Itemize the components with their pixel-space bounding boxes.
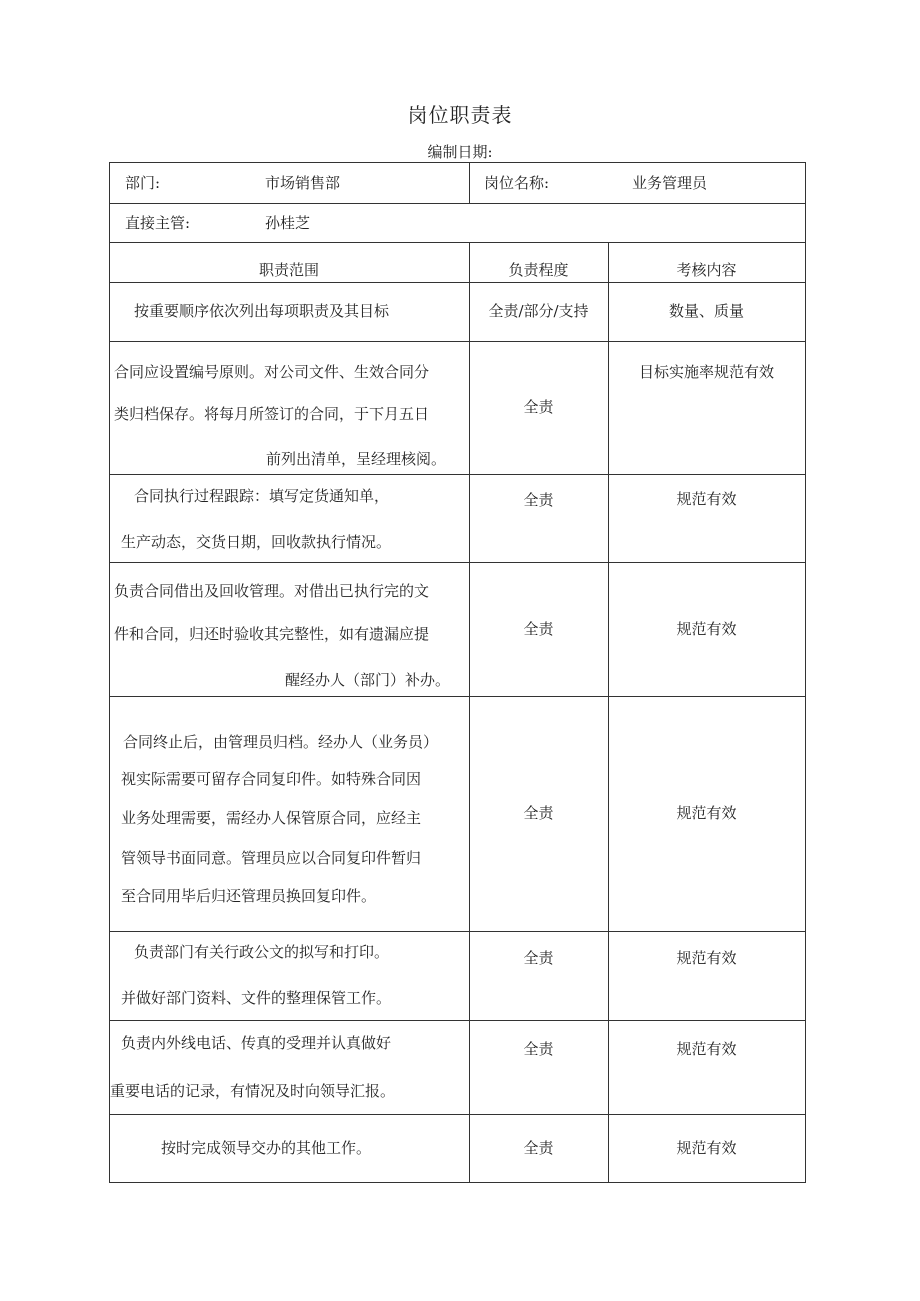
degree-cell: 全责 bbox=[523, 1040, 554, 1058]
header-degree: 负责程度 bbox=[508, 261, 569, 279]
duty-line: 醒经办人（部门）补办。 bbox=[285, 671, 451, 689]
duty-line: 合同终止后，由管理员归档。经办人（业务员） bbox=[123, 733, 439, 751]
table-rule bbox=[109, 203, 805, 204]
table-rule bbox=[805, 162, 806, 1183]
department-value: 市场销售部 bbox=[265, 174, 341, 192]
date-label: 编制日期: bbox=[427, 143, 493, 161]
instruction-degree: 全责/部分/支持 bbox=[488, 302, 589, 320]
supervisor-value: 孙桂芝 bbox=[265, 214, 311, 232]
table-rule bbox=[109, 341, 805, 342]
instruction-scope: 按重要顺序依次列出每项职责及其目标 bbox=[134, 302, 390, 320]
assessment-cell: 规范有效 bbox=[676, 1040, 737, 1058]
supervisor-label: 直接主管: bbox=[125, 214, 191, 232]
table-rule bbox=[109, 162, 805, 163]
duty-line: 重要电话的记录，有情况及时向领导汇报。 bbox=[110, 1082, 396, 1100]
department-label: 部门: bbox=[125, 174, 161, 192]
table-rule bbox=[109, 162, 110, 1183]
table-rule bbox=[469, 162, 470, 203]
table-rule bbox=[109, 931, 805, 932]
duty-line: 管领导书面同意。管理员应以合同复印件暂归 bbox=[121, 849, 422, 867]
duty-line: 件和合同，归还时验收其完整性，如有遗漏应提 bbox=[114, 625, 430, 643]
table-rule bbox=[109, 1182, 805, 1183]
degree-cell: 全责 bbox=[523, 949, 554, 967]
table-rule bbox=[109, 562, 805, 563]
table-rule bbox=[109, 242, 805, 243]
assessment-cell: 规范有效 bbox=[676, 490, 737, 508]
assessment-cell: 规范有效 bbox=[676, 804, 737, 822]
duty-line: 负责合同借出及回收管理。对借出已执行完的文 bbox=[114, 582, 430, 600]
degree-cell: 全责 bbox=[523, 1139, 554, 1157]
position-label: 岗位名称: bbox=[484, 174, 550, 192]
duty-line: 负责内外线电话、传真的受理并认真做好 bbox=[121, 1034, 392, 1052]
instruction-assessment: 数量、质量 bbox=[668, 302, 744, 320]
duty-line: 负责部门有关行政公文的拟写和打印。 bbox=[134, 943, 390, 961]
assessment-cell: 规范有效 bbox=[676, 1139, 737, 1157]
degree-cell: 全责 bbox=[523, 620, 554, 638]
table-rule bbox=[109, 1020, 805, 1021]
assessment-cell: 规范有效 bbox=[676, 949, 737, 967]
position-value: 业务管理员 bbox=[632, 174, 708, 192]
degree-cell: 全责 bbox=[523, 804, 554, 822]
duty-line: 合同执行过程跟踪：填写定货通知单， bbox=[134, 487, 390, 505]
page-title: 岗位职责表 bbox=[407, 103, 513, 127]
degree-cell: 全责 bbox=[523, 491, 554, 509]
duty-line: 按时完成领导交办的其他工作。 bbox=[161, 1139, 372, 1157]
assessment-cell: 目标实施率规范有效 bbox=[638, 363, 774, 381]
duty-line: 前列出清单，呈经理核阅。 bbox=[266, 450, 447, 468]
table-rule bbox=[109, 474, 805, 475]
table-rule bbox=[109, 282, 805, 283]
header-assessment: 考核内容 bbox=[676, 261, 737, 279]
duty-line: 合同应设置编号原则。对公司文件、生效合同分 bbox=[114, 363, 430, 381]
table-rule bbox=[109, 696, 805, 697]
duty-line: 业务处理需要，需经办人保管原合同，应经主 bbox=[121, 809, 422, 827]
degree-cell: 全责 bbox=[523, 398, 554, 416]
duty-line: 类归档保存。将每月所签订的合同，于下月五日 bbox=[114, 405, 430, 423]
duty-line: 视实际需要可留存合同复印件。如特殊合同因 bbox=[121, 770, 422, 788]
duty-line: 生产动态，交货日期，回收款执行情况。 bbox=[121, 533, 392, 551]
duty-line: 至合同用毕后归还管理员换回复印件。 bbox=[121, 887, 377, 905]
table-rule bbox=[109, 1114, 805, 1115]
duty-line: 并做好部门资料、文件的整理保管工作。 bbox=[121, 989, 392, 1007]
header-scope: 职责范围 bbox=[258, 261, 319, 279]
assessment-cell: 规范有效 bbox=[676, 620, 737, 638]
